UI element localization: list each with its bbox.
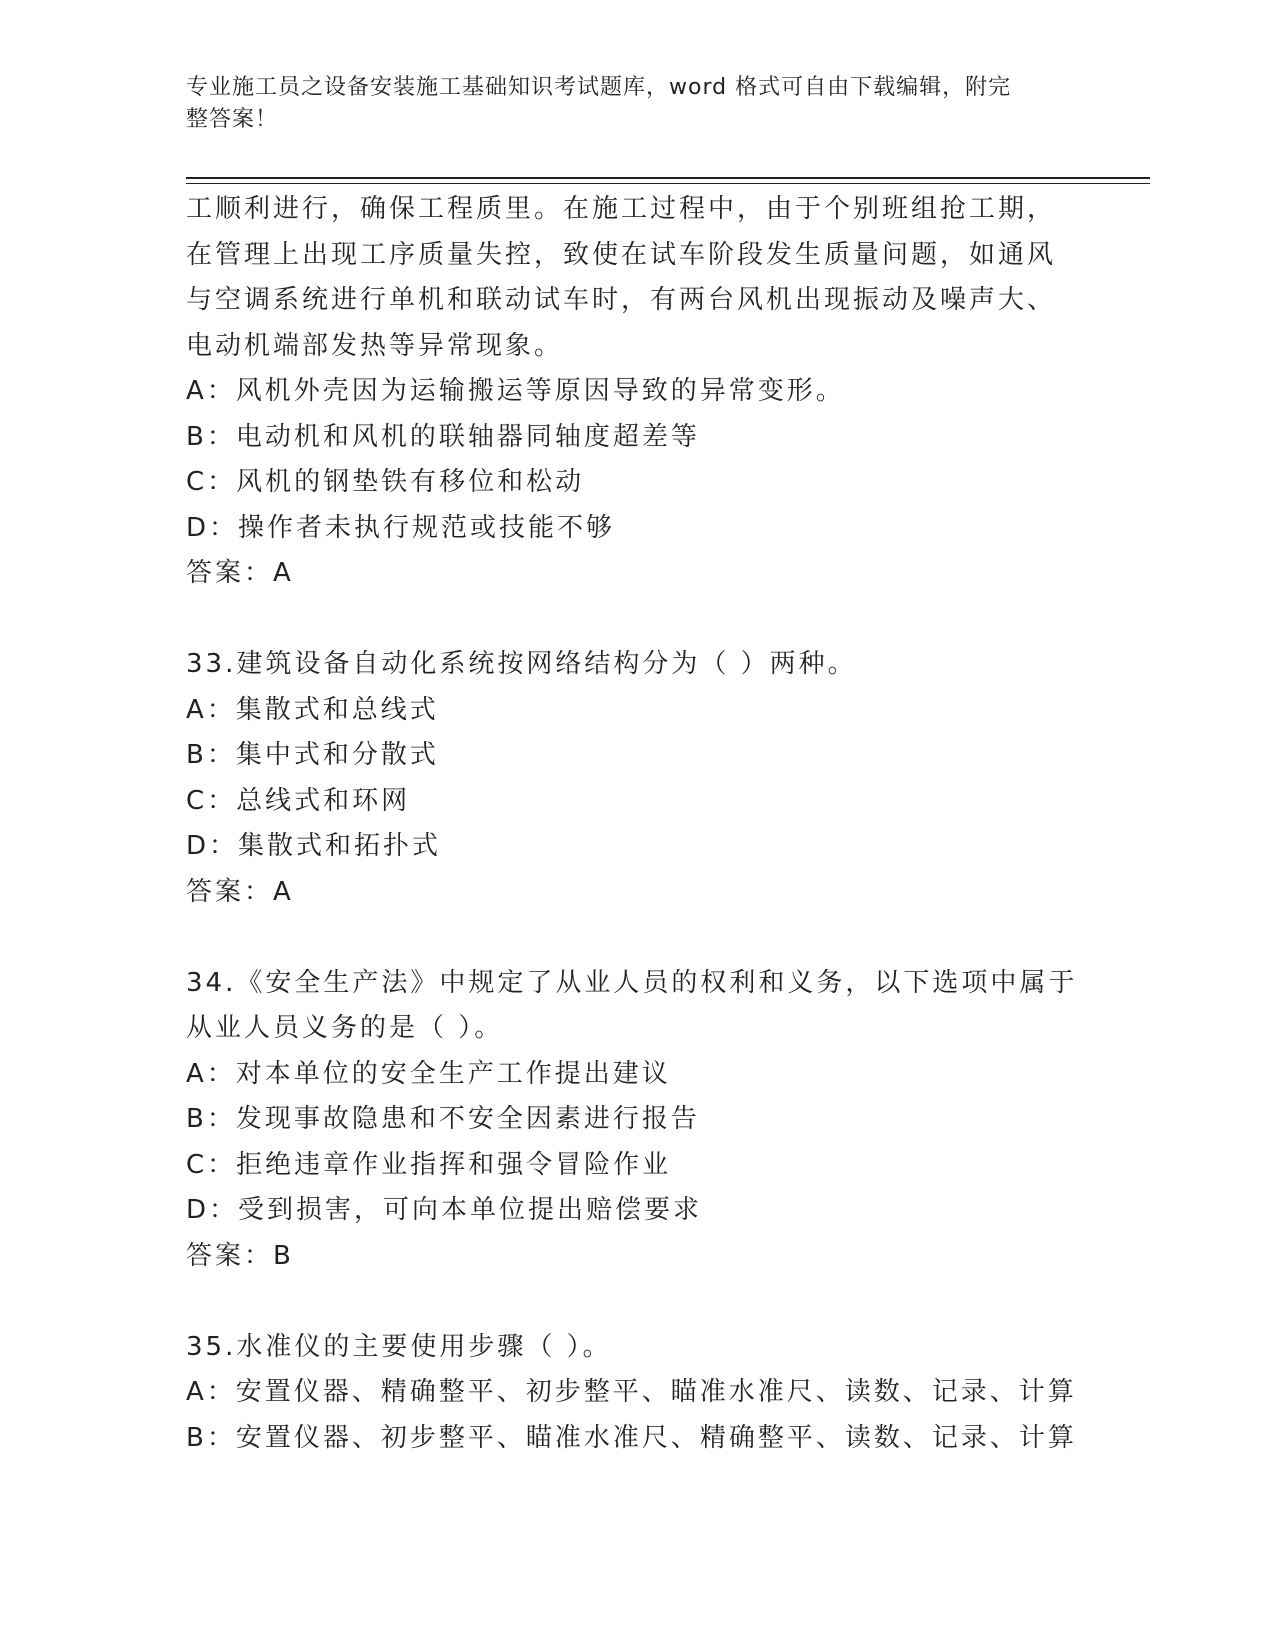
answer-line: 答案：A — [186, 876, 294, 907]
header-line-2: 整答案！ — [186, 107, 279, 132]
option-a: A：安置仪器、精确整平、初步整平、瞄准水准尺、读数、记录、计算 — [186, 1377, 1077, 1407]
question-content — [186, 187, 1086, 1461]
option-c: C：拒绝违章作业指挥和强令冒险作业 — [186, 1149, 672, 1180]
question-33 — [186, 642, 1086, 915]
question-35 — [186, 1325, 1086, 1462]
question-34 — [186, 961, 1086, 1280]
option-a: A：集散式和总线式 — [186, 694, 439, 725]
option-c: C：总线式和环网 — [186, 785, 411, 816]
option-c: C：风机的钢垫铁有移位和松动 — [186, 467, 585, 497]
question-stem-line: 35.水准仪的主要使用步骤（ ）。 — [186, 1331, 612, 1362]
question-spacer — [186, 597, 1086, 643]
option-a: A：对本单位的安全生产工作提出建议 — [186, 1058, 671, 1089]
option-b: B：集中式和分散式 — [186, 740, 439, 770]
option-d: D：操作者未执行规范或技能不够 — [186, 512, 616, 543]
header-line-1: 专业施工员之设备安装施工基础知识考试题库，word 格式可自由下载编辑，附完 — [186, 75, 1012, 100]
option-a: A：风机外壳因为运输搬运等原因导致的异常变形。 — [186, 376, 845, 406]
question-stem-line: 工顺利进行，确保工程质里。在施工过程中，由于个别班组抢工期， — [186, 194, 1057, 224]
option-d: D：受到损害，可向本单位提出赔偿要求 — [186, 1195, 703, 1225]
option-b: B：发现事故隐患和不安全因素进行报告 — [186, 1104, 700, 1134]
question-spacer — [186, 915, 1086, 961]
question-stem-line: 与空调系统进行单机和联动试车时，有两台风机出现振动及噪声大、 — [186, 285, 1057, 315]
question-32 — [186, 187, 1086, 597]
option-b: B：电动机和风机的联轴器同轴度超差等 — [186, 421, 700, 452]
question-stem-line: 34.《安全生产法》中规定了从业人员的权利和义务，以下选项中属于 — [186, 967, 1078, 998]
answer-line: 答案：A — [186, 558, 294, 588]
header-rule-thin — [186, 183, 1150, 184]
header-rule-thick — [186, 177, 1150, 179]
answer-line: 答案：B — [186, 1240, 294, 1271]
question-stem-line: 在管理上出现工序质量失控，致使在试车阶段发生质量问题，如通风 — [186, 239, 1057, 270]
question-spacer — [186, 1279, 1086, 1325]
question-stem-line: 33.建筑设备自动化系统按网络结构分为（ ）两种。 — [186, 649, 857, 679]
question-stem-line: 电动机端部发热等异常现象。 — [186, 330, 564, 361]
document-header — [186, 72, 1066, 136]
question-stem-line: 从业人员义务的是（ ）。 — [186, 1013, 504, 1043]
option-d: D：集散式和拓扑式 — [186, 831, 442, 861]
option-b: B：安置仪器、初步整平、瞄准水准尺、精确整平、读数、记录、计算 — [186, 1422, 1077, 1453]
